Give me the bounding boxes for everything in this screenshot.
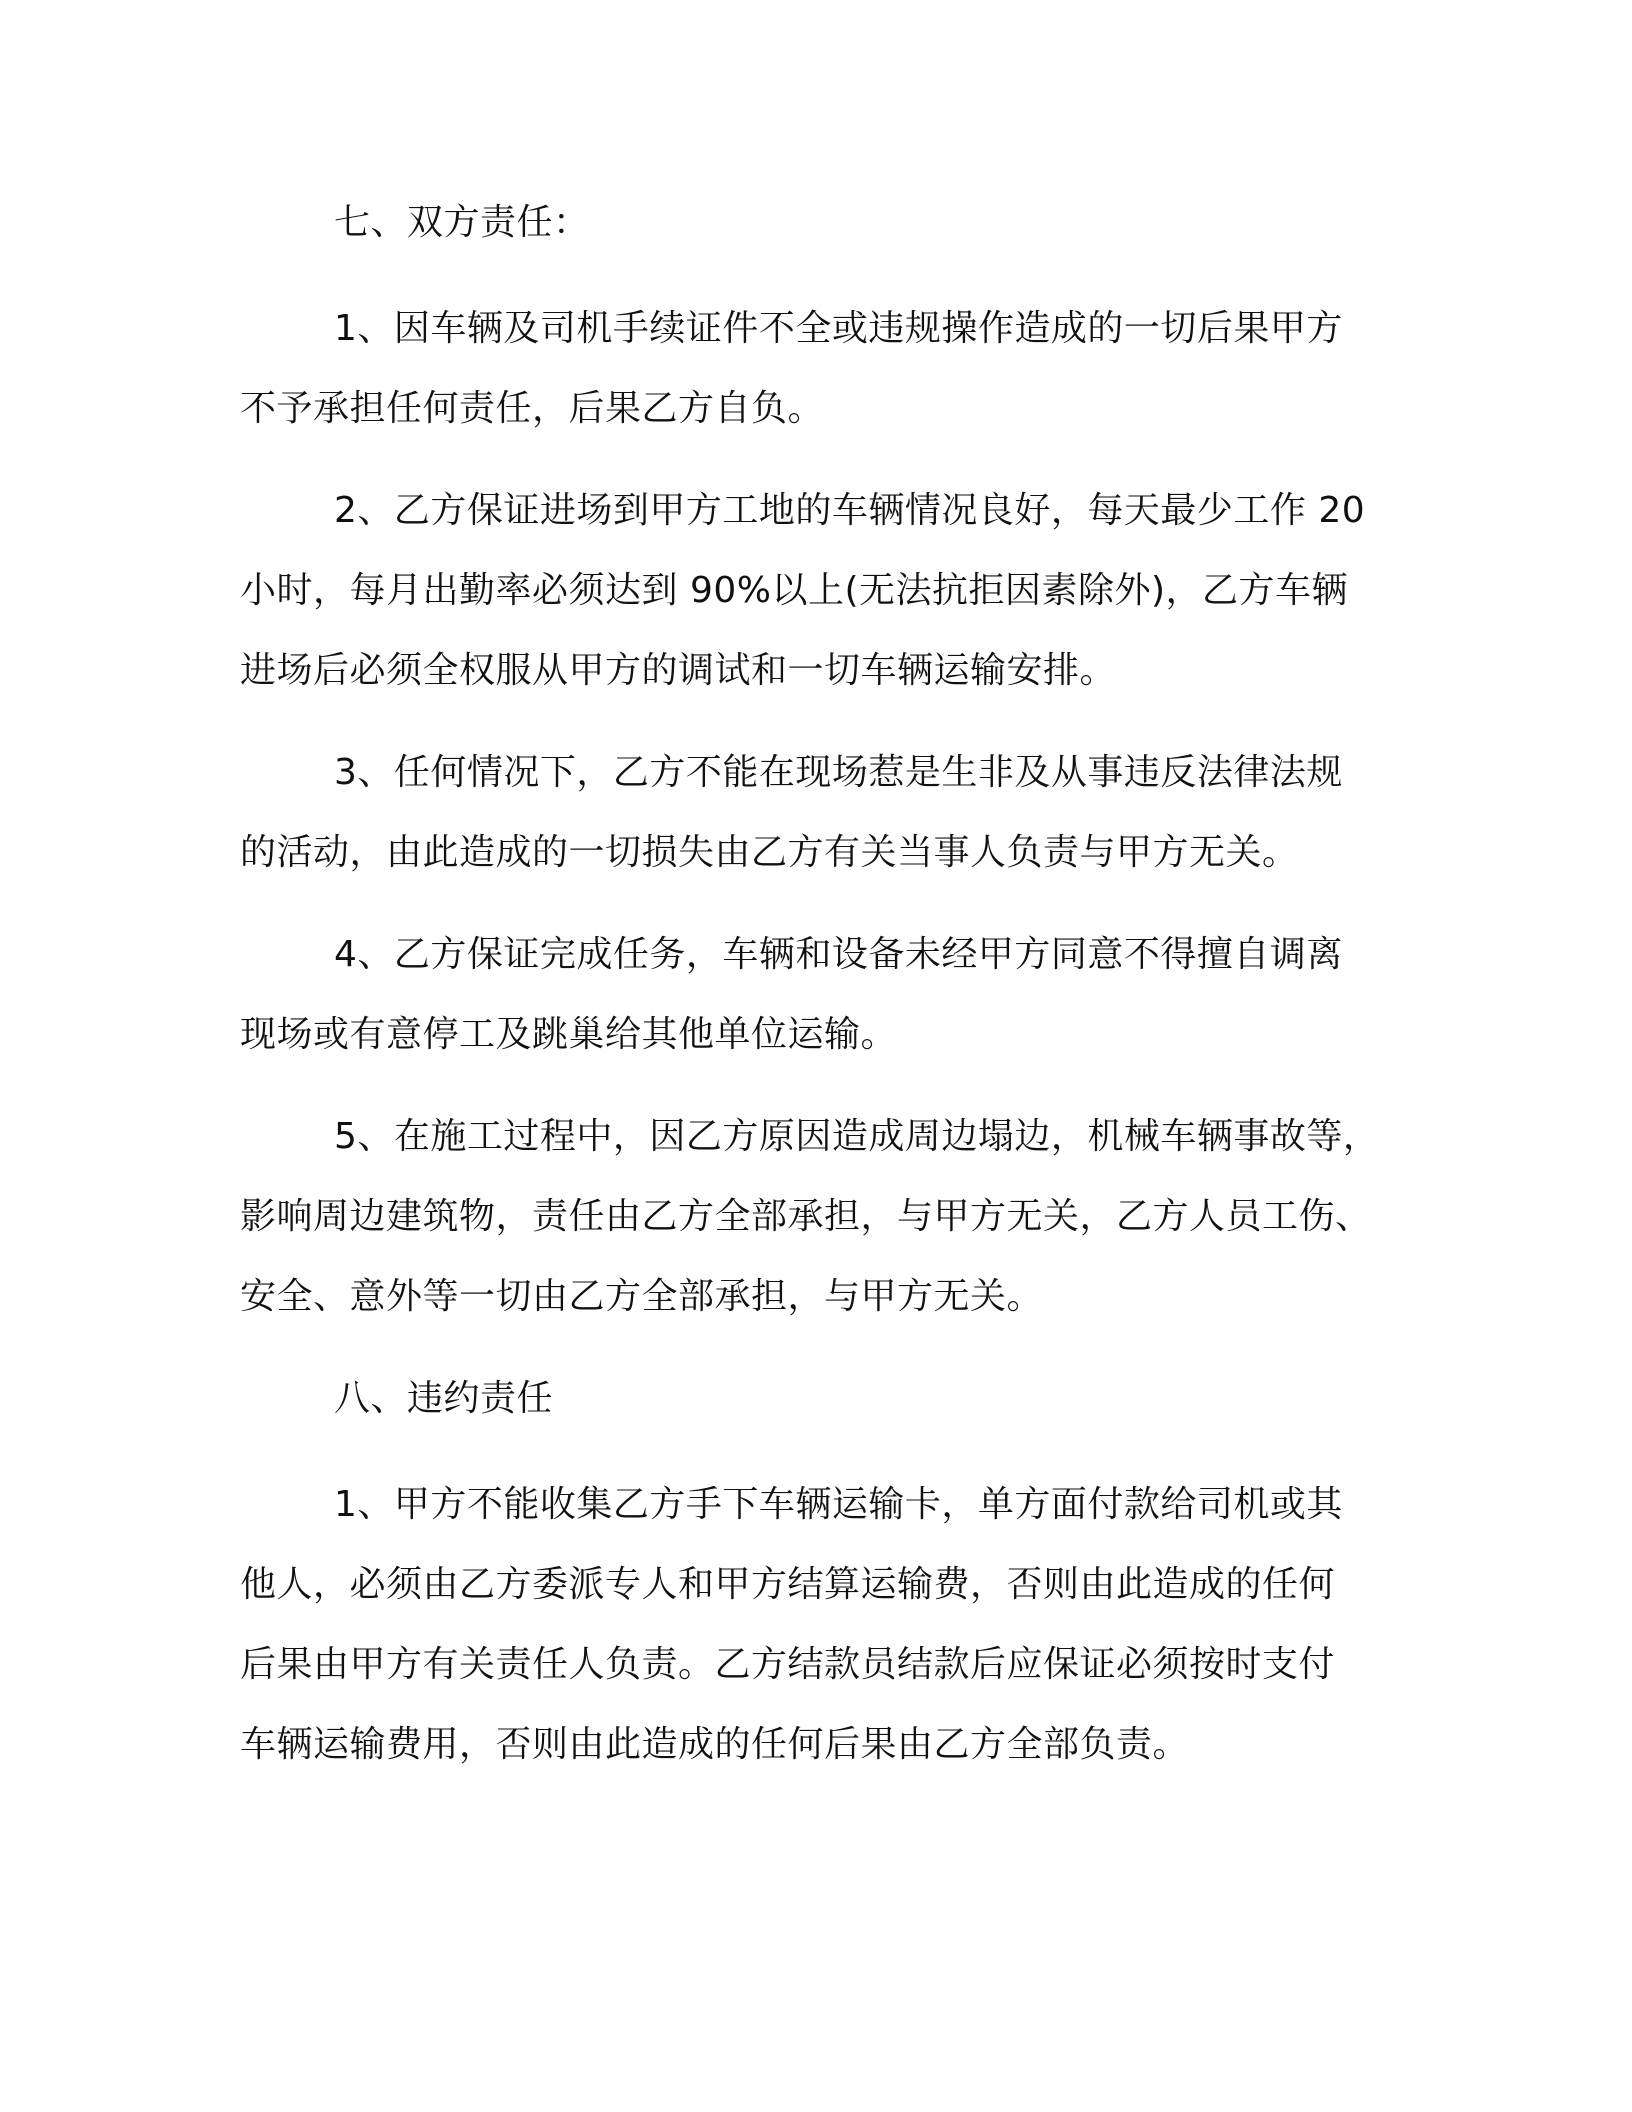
text-line: 现场或有意停工及跳巢给其他单位运输。 [240,1014,898,1055]
text-line: 进场后必须全权服从甲方的调试和一切车辆运输安排。 [240,650,1117,691]
paragraph-7-2 [240,471,1380,711]
text-line: 3、任何情况下，乙方不能在现场惹是生非及从事违反法律法规 [334,752,1343,793]
text-line: 小时，每月出勤率必须达到 90%以上(无法抗拒因素除外)，乙方车辆 [240,570,1349,611]
paragraph-7-4 [240,915,1380,1075]
text-line: 1、因车辆及司机手续证件不全或违规操作造成的一切后果甲方 [334,308,1343,349]
text-line: 不予承担任何责任，后果乙方自负。 [240,388,825,429]
text-line: 的活动，由此造成的一切损失由乙方有关当事人负责与甲方无关。 [240,832,1299,873]
text-line: 5、在施工过程中，因乙方原因造成周边塌边，机械车辆事故等， [334,1116,1380,1157]
document-body [240,183,1380,1807]
paragraph-7-3 [240,733,1380,893]
text-line: 1、甲方不能收集乙方手下车辆运输卡，单方面付款给司机或其 [334,1484,1343,1525]
text-line: 后果由甲方有关责任人负责。乙方结款员结款后应保证必须按时支付 [240,1644,1336,1685]
section-heading-8: 八、违约责任 [334,1378,554,1419]
text-line: 他人，必须由乙方委派专人和甲方结算运输费，否则由此造成的任何 [240,1564,1336,1605]
section-heading-7: 七、双方责任： [334,202,590,243]
text-line: 车辆运输费用，否则由此造成的任何后果由乙方全部负责。 [240,1724,1190,1765]
paragraph-8-1 [240,1465,1380,1785]
paragraph-7-5 [240,1097,1380,1337]
text-line: 4、乙方保证完成任务，车辆和设备未经甲方同意不得擅自调离 [334,934,1343,975]
text-line: 2、乙方保证进场到甲方工地的车辆情况良好，每天最少工作 20 [334,490,1366,531]
text-line: 安全、意外等一切由乙方全部承担，与甲方无关。 [240,1276,1044,1317]
text-line: 影响周边建筑物，责任由乙方全部承担，与甲方无关，乙方人员工伤、 [240,1196,1372,1237]
paragraph-7-1 [240,289,1380,449]
